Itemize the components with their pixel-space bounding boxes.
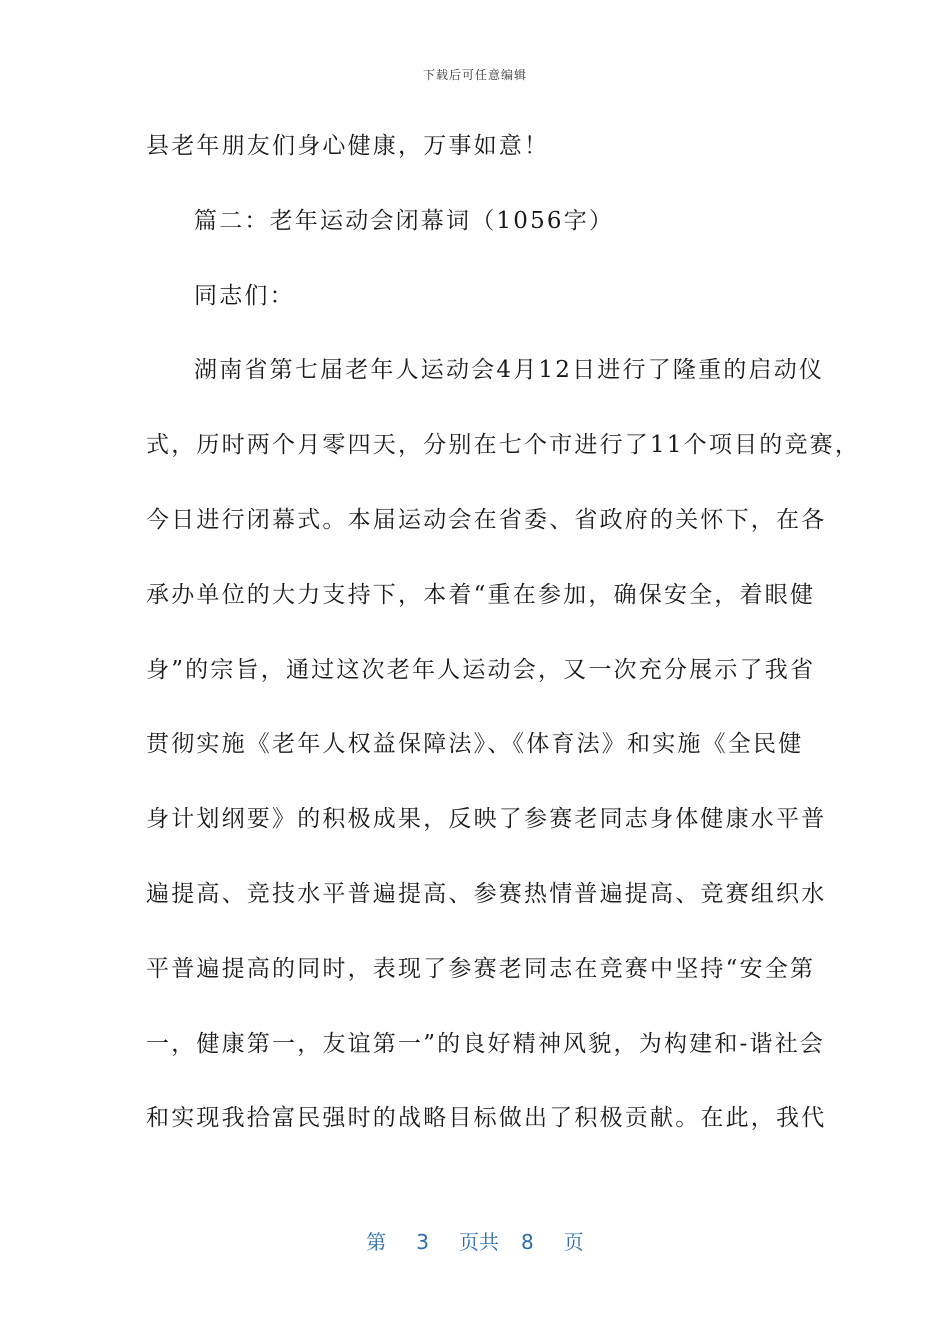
- text-line: 今日进行闭幕式。本届运动会在省委、省政府的关怀下，在各: [146, 506, 827, 533]
- page-suffix: 页: [563, 1230, 584, 1254]
- text-line: 一，健康第一，友谊第一”的良好精神风貌，为构建和-谐社会: [146, 1030, 826, 1057]
- text-line: 式，历时两个月零四天，分别在七个市进行了11个项目的竞赛，: [146, 432, 861, 459]
- text-line: 平普遍提高的同时，表现了参赛老同志在竞赛中坚持“安全第: [146, 955, 816, 982]
- text-line: 湖南省第七届老年人运动会4月12日进行了隆重的启动仪: [194, 357, 825, 384]
- total-pages-number: 8: [521, 1230, 534, 1254]
- text-line: 遍提高、竞技水平普遍提高、参赛热情普遍提高、竞赛组织水: [146, 880, 827, 907]
- salutation: 同志们：: [194, 282, 295, 309]
- document-body: [146, 124, 861, 1171]
- page-header-note: 下载后可任意编辑: [422, 68, 527, 82]
- text-line: 承办单位的大力支持下，本着“重在参加，确保安全，着眼健: [146, 581, 816, 608]
- text-line: 和实现我拾富民强时的战略目标做出了积极贡献。在此，我代: [146, 1105, 827, 1132]
- page-middle: 页共: [459, 1230, 499, 1254]
- text-line: 身计划纲要》的积极成果，反映了参赛老同志身体健康水平普: [146, 806, 827, 833]
- section-heading: 篇二：老年运动会闭幕词（1056字）: [194, 207, 615, 234]
- text-line: 县老年朋友们身心健康，万事如意！: [146, 133, 550, 159]
- current-page-number: 3: [416, 1230, 429, 1254]
- text-line: 贯彻实施《老年人权益保障法》、《体育法》和实施《全民健: [146, 731, 804, 758]
- page-prefix: 第: [366, 1230, 387, 1254]
- page-number-footer: [0, 1226, 950, 1255]
- text-line: 身”的宗旨，通过这次老年人运动会，又一次充分展示了我省: [146, 656, 816, 683]
